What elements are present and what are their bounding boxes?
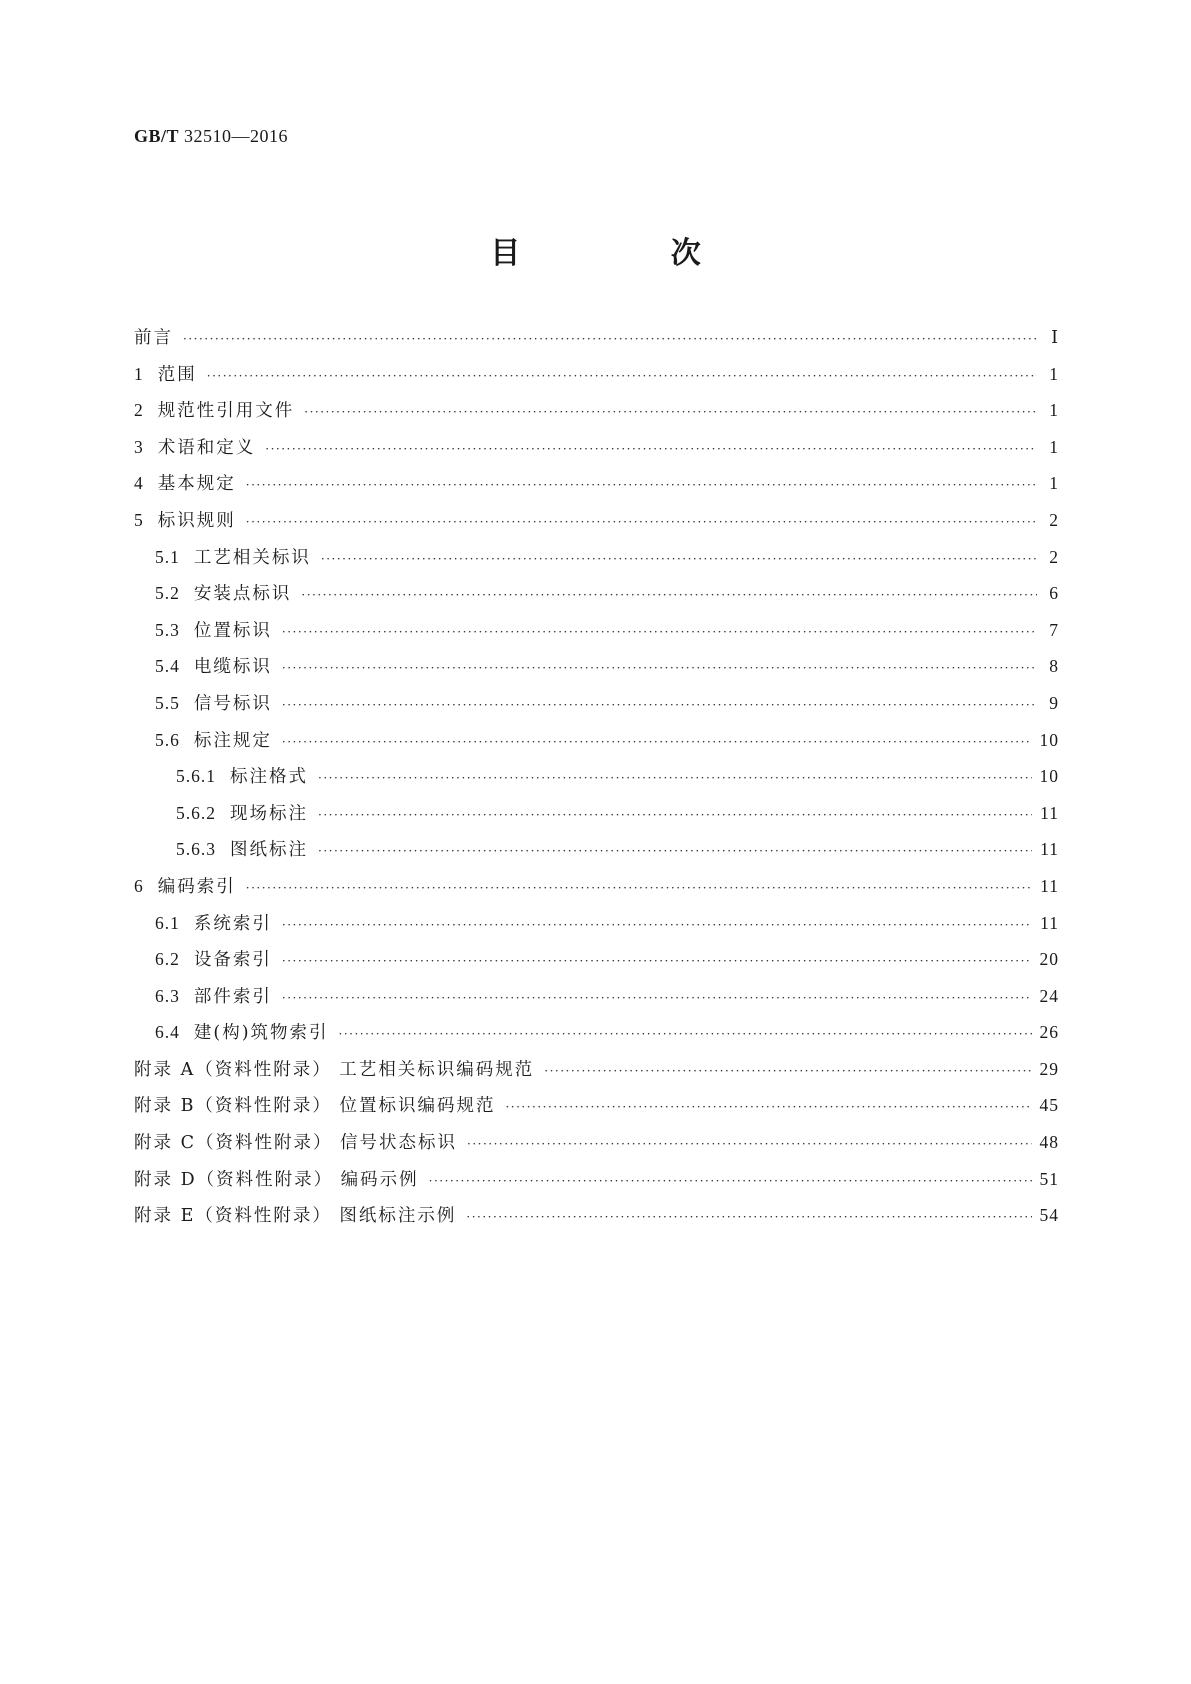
toc-dot-leader	[282, 735, 1032, 749]
toc-entry-number: 6	[134, 875, 144, 896]
toc-entry-label: 范围	[157, 364, 197, 385]
toc-entry-label: 前言	[134, 328, 173, 348]
toc-entry-label: 基本规定	[157, 474, 236, 495]
toc-dot-leader	[246, 478, 1037, 492]
toc-dot-leader	[282, 661, 1037, 675]
toc-entry-number: 2	[134, 400, 144, 421]
toc-entry[interactable]	[134, 580, 1059, 617]
toc-entry-number: 6.1	[155, 912, 180, 933]
standard-number: 32510—2016	[184, 126, 289, 146]
toc-entry-number: 5.6.1	[176, 766, 216, 787]
toc-entry-number: 1	[134, 363, 144, 384]
toc-entry-page: 8	[1049, 656, 1059, 677]
toc-entry-page: 1	[1049, 400, 1059, 421]
toc-entry-page: 26	[1039, 1022, 1059, 1043]
toc-entry-page: 1	[1049, 363, 1059, 384]
toc-entry-number: 5.6.2	[176, 802, 216, 823]
toc-entry-label: 系统索引	[193, 913, 272, 934]
toc-entry[interactable]	[134, 361, 1059, 398]
toc-entry[interactable]	[134, 1092, 1059, 1129]
toc-entry-page: 29	[1039, 1058, 1059, 1079]
toc-entry-page: 7	[1049, 619, 1059, 640]
toc-entry[interactable]	[134, 1129, 1059, 1166]
toc-dot-leader	[429, 1174, 1032, 1188]
toc-entry-label: 位置标识	[193, 620, 272, 641]
toc-dot-leader	[304, 405, 1037, 419]
toc-entry[interactable]	[134, 507, 1059, 544]
toc-entry-number: 4	[134, 473, 144, 494]
toc-dot-leader	[466, 1210, 1031, 1224]
toc-entry-number: 5.3	[155, 619, 180, 640]
toc-dot-leader	[318, 771, 1032, 785]
toc-entry-page: 48	[1039, 1132, 1059, 1153]
toc-entry-page: 1	[1049, 436, 1059, 457]
toc-entry-page: 54	[1039, 1205, 1059, 1226]
toc-entry-number: 5.1	[155, 546, 180, 567]
page-title: 目 次	[490, 236, 771, 271]
toc-entry[interactable]	[134, 470, 1059, 507]
toc-dot-leader	[282, 954, 1032, 968]
toc-entry-label: 安装点标识	[193, 584, 292, 605]
toc-entry[interactable]	[134, 1019, 1059, 1056]
toc-entry[interactable]	[134, 544, 1059, 581]
toc-entry[interactable]	[134, 873, 1059, 910]
toc-entry[interactable]	[134, 324, 1059, 361]
toc-entry-label: 信号标识	[193, 693, 272, 714]
toc-entry-page: Ⅰ	[1051, 327, 1059, 347]
toc-entry-page: 11	[1040, 802, 1059, 823]
toc-dot-leader	[318, 844, 1032, 858]
toc-dot-leader	[282, 625, 1037, 639]
toc-entry-number: 5.5	[155, 692, 180, 713]
toc-dot-leader	[544, 1064, 1031, 1078]
toc-entry-page: 24	[1039, 985, 1059, 1006]
toc-entry-label: 设备索引	[193, 950, 272, 971]
toc-entry[interactable]	[134, 397, 1059, 434]
toc-entry[interactable]	[134, 946, 1059, 983]
toc-entry-label: 现场标注	[230, 803, 308, 824]
toc-dot-leader	[265, 442, 1037, 456]
toc-entry[interactable]	[134, 1166, 1059, 1203]
toc-entry-page: 6	[1049, 583, 1059, 604]
toc-dot-leader	[301, 588, 1037, 602]
toc-entry-page: 51	[1039, 1168, 1059, 1189]
toc-entry-number: 5.6	[155, 729, 180, 750]
toc-entry-label: 附录 E（资料性附录） 图纸标注示例	[134, 1206, 457, 1227]
toc-entry-page: 9	[1049, 692, 1059, 713]
toc-entry-label: 附录 A（资料性附录） 工艺相关标识编码规范	[134, 1059, 535, 1080]
toc-entry-label: 附录 B（资料性附录） 位置标识编码规范	[134, 1096, 496, 1117]
toc-entry-page: 45	[1039, 1095, 1059, 1116]
toc-entry-number: 6.4	[155, 1022, 180, 1043]
toc-entry[interactable]	[134, 1056, 1059, 1093]
toc-entry-label: 标注规定	[193, 730, 272, 751]
standard-prefix: GB/T	[134, 126, 180, 146]
toc-entry-page: 2	[1049, 546, 1059, 567]
toc-entry[interactable]	[134, 690, 1059, 727]
toc-dot-leader	[282, 698, 1037, 712]
toc-dot-leader	[318, 808, 1032, 822]
toc-entry[interactable]	[134, 1202, 1059, 1239]
toc-entry-number: 5	[134, 509, 144, 530]
toc-dot-leader	[321, 552, 1037, 566]
toc-entry[interactable]	[134, 800, 1059, 837]
toc-entry[interactable]	[134, 763, 1059, 800]
toc-entry-label: 标识规则	[157, 510, 236, 531]
toc-entry-number: 5.6.3	[176, 839, 216, 860]
toc-dot-leader	[339, 1027, 1032, 1041]
toc-dot-leader	[282, 991, 1032, 1005]
document-code	[134, 126, 288, 147]
toc-entry[interactable]	[134, 836, 1059, 873]
toc-entry-page: 2	[1049, 509, 1059, 530]
toc-entry-number: 6.2	[155, 949, 180, 970]
toc-entry[interactable]	[134, 617, 1059, 654]
toc-dot-leader	[467, 1137, 1031, 1151]
toc-dot-leader	[282, 918, 1032, 932]
table-of-contents	[134, 324, 1059, 1239]
toc-entry[interactable]	[134, 434, 1059, 471]
toc-entry[interactable]	[134, 910, 1059, 947]
toc-entry-label: 规范性引用文件	[157, 401, 295, 422]
toc-entry-label: 部件索引	[193, 986, 272, 1007]
toc-entry-number: 5.2	[155, 583, 180, 604]
toc-entry[interactable]	[134, 653, 1059, 690]
toc-entry-page: 20	[1039, 949, 1059, 970]
toc-entry-label: 工艺相关标识	[193, 547, 311, 568]
toc-dot-leader	[246, 881, 1032, 895]
toc-entry-label: 图纸标注	[230, 840, 308, 861]
toc-entry-page: 10	[1039, 766, 1059, 787]
toc-entry-label: 附录 D（资料性附录） 编码示例	[134, 1169, 419, 1190]
toc-entry-label: 电缆标识	[193, 657, 272, 678]
toc-entry-label: 编码索引	[157, 876, 236, 897]
toc-dot-leader	[183, 332, 1037, 346]
toc-entry-label: 术语和定义	[157, 437, 256, 458]
toc-entry-page: 10	[1039, 729, 1059, 750]
toc-entry-number: 5.4	[155, 656, 180, 677]
toc-entry-label: 建(构)筑物索引	[193, 1023, 329, 1044]
toc-entry-page: 11	[1040, 912, 1059, 933]
toc-entry-page: 11	[1040, 875, 1059, 896]
toc-dot-leader	[246, 515, 1037, 529]
toc-entry-number: 6.3	[155, 985, 180, 1006]
toc-entry[interactable]	[134, 727, 1059, 764]
toc-entry-page: 1	[1049, 473, 1059, 494]
toc-dot-leader	[505, 1100, 1031, 1114]
toc-entry-label: 标注格式	[230, 767, 308, 788]
toc-entry-label: 附录 C（资料性附录） 信号状态标识	[134, 1133, 458, 1154]
toc-entry-number: 3	[134, 436, 144, 457]
toc-entry[interactable]	[134, 983, 1059, 1020]
toc-dot-leader	[207, 369, 1037, 383]
toc-entry-page: 11	[1040, 839, 1059, 860]
